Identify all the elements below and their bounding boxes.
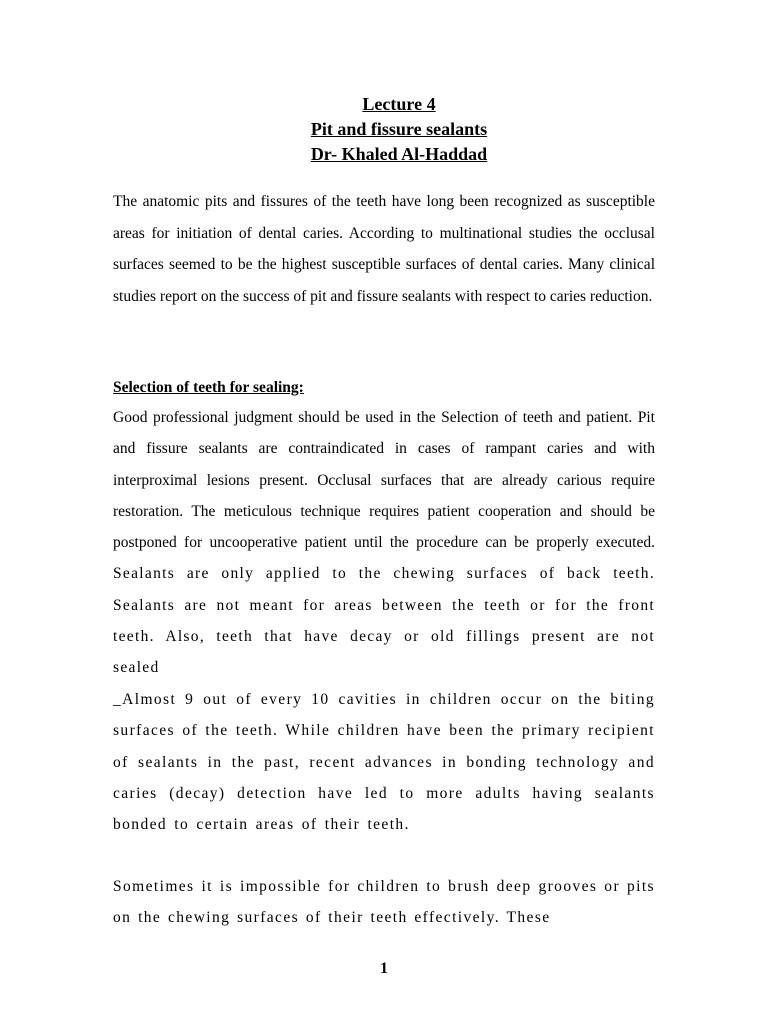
selection-paragraph-part2: Sealants are only applied to the chewing surfaces of back teeth. Sealants are not meant for areas between the teeth or for the front teeth. Also, teeth that have decay or old fillings present are not sealed xyxy=(113,565,655,677)
selection-paragraph xyxy=(113,402,655,684)
cavities-paragraph: _Almost 9 out of every 10 cavities in children occur on the biting surfaces of the teeth. While children have been the primary recipient of sealants in the past, recent advances in bonding technology and caries (decay) detection have led to more adults having sealants bonded to certain areas of their teeth. xyxy=(113,691,655,834)
intro-paragraph: The anatomic pits and fissures of the teeth have long been recognized as susceptible areas for initiation of dental caries. According to multinational studies the occlusal surfaces seemed to be the highest susceptible surfaces of dental caries. Many clinical studies report on the success of pit and fissure sealants with respect to caries reduction. xyxy=(113,193,655,305)
page-number: 1 xyxy=(380,960,388,977)
lecture-number: Lecture 4 xyxy=(362,94,436,114)
lecture-title: Pit and fissure sealants xyxy=(310,119,488,139)
lecture-author: Dr- Khaled Al-Haddad xyxy=(310,144,488,164)
title-block xyxy=(0,92,768,167)
brushing-paragraph: Sometimes it is impossible for children to brush deep grooves or pits on the chewing surfaces of their teeth effectively. These xyxy=(113,878,655,927)
section-heading: Selection of teeth for sealing: xyxy=(113,379,304,396)
selection-paragraph-part1: Good professional judgment should be used in the Selection of teeth and patient. Pit and fissure sealants are contraindicated in cases of rampant caries and with interproximal lesions present. Occlusal surfaces that are already carious require restoration. The meticulous technique requires patient cooperation and should be postponed for uncooperative patient until the procedure can be properly executed. xyxy=(113,409,655,552)
